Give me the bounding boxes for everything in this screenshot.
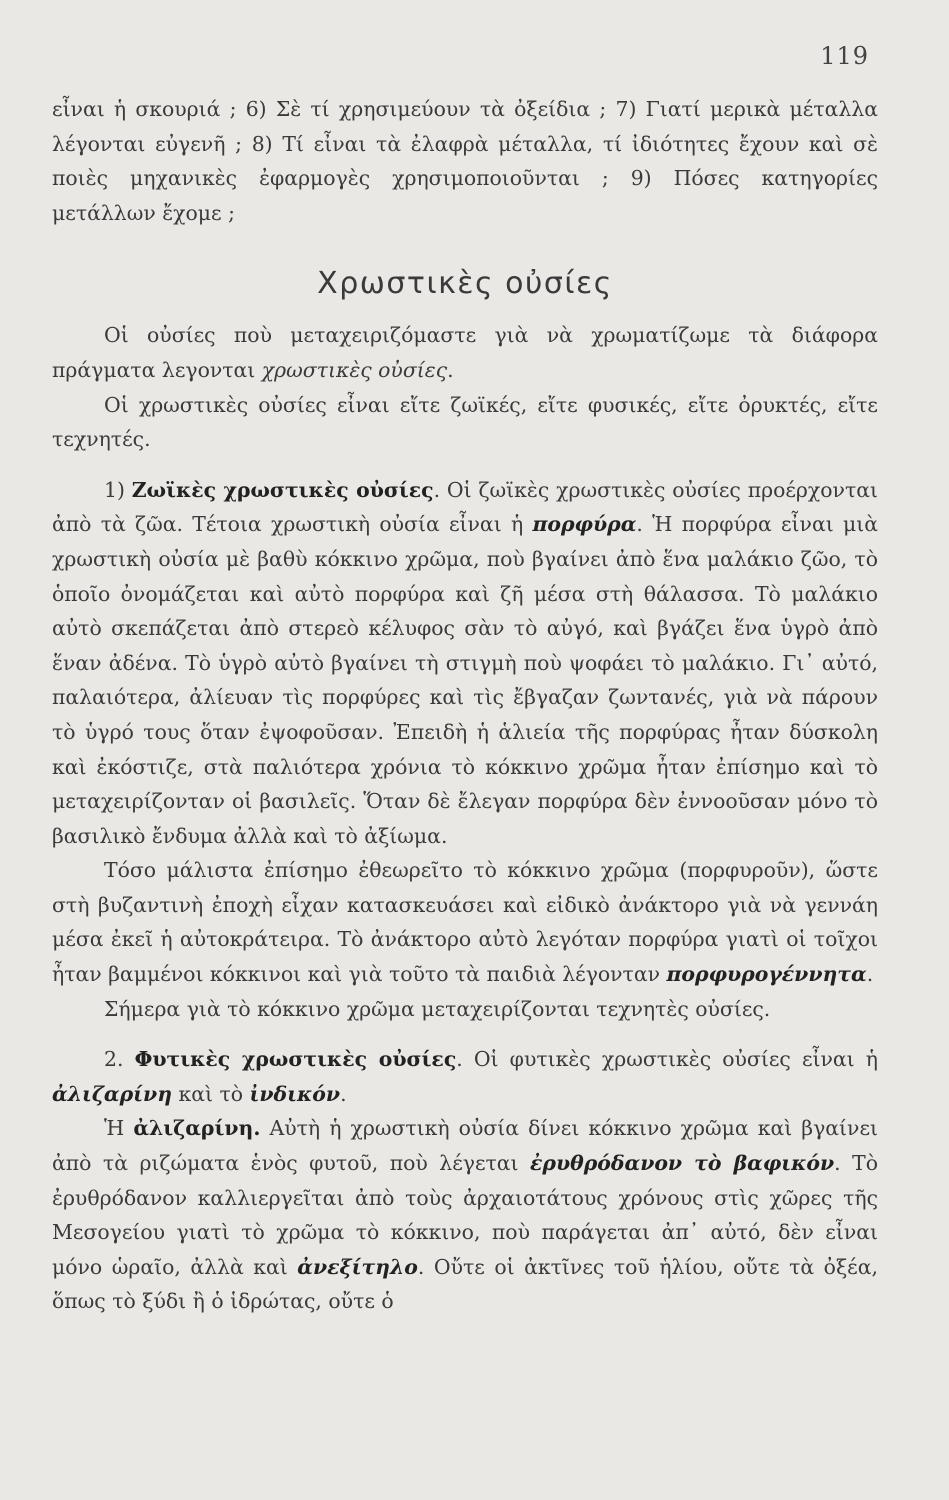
alizarin-text-end: . Οὔτε οἱ ἀκτῖνες τοῦ ἡλίου, οὔτε τὰ ὀξέα, ὅπως τὸ ξύδι ἢ ὁ ἱδρώτας, οὔτε ὁ (52, 1254, 878, 1314)
alizarin-text: Αὐτὴ ἡ χρωστικὴ οὐσία δίνει κόκκινο χρῶμα καὶ βγαίνει ἀπὸ τὰ ριζώματα ἑνὸς φυτοῦ, ποὺ λέγεται (52, 1116, 878, 1176)
section-2-paragraph-2 (52, 1111, 878, 1319)
page-number: 119 (820, 42, 869, 70)
section-1-text: . Οἱ ζωϊκὲς χρωστικὲς οὐσίες προέρχονται ἀπὸ τὰ ζῶα. Τέτοια χρωστικὴ οὐσία εἶναι ἡ (52, 477, 878, 537)
alizarin-fast-term: ἀνεξίτηλο (297, 1254, 418, 1279)
alizarin-text-cont: . Τὸ ἐρυθρόδανον καλλιεργεῖται ἀπὸ τοὺς ἀρχαιοτάτους χρόνους στὶς χῶρες τῆς Μεσογείου γιατὶ τὸ χρῶμα τὸ κόκκινο, ποὺ παράγεται ἀπ᾽ αὐτό, δὲν εἶναι μόνο ὡραῖο, ἀλλὰ καὶ (52, 1151, 879, 1279)
section-1-paragraph (52, 473, 878, 854)
section-1-paragraph-3: Σήμερα γιὰ τὸ κόκκινο χρῶμα μεταχειρίζονται τεχνητὲς οὐσίες. (104, 996, 771, 1021)
section-heading: Χρωστικὲς οὐσίες (317, 266, 613, 302)
section-1-term: πορφύρα (532, 512, 637, 537)
section-1-p2-text: Τόσο μάλιστα ἐπίσημο ἐθεωρεῖτο τὸ κόκκινο χρῶμα (πορφυροῦν), ὥστε στὴ βυζαντινὴ ἐποχὴ εἶχαν κατασκευάσει καὶ εἰδικὸ ἀνάκτορο γιὰ νὰ γεννάη μέσα ἐκεῖ ἡ αὐτοκράτειρα. Τὸ ἀνάκτορο αὐτὸ λεγόταν πορφύρα γιατὶ οἱ τοῖχοι ἦταν βαμμένοι κόκκινοι καὶ γιὰ τοῦτο τὰ παιδιὰ λέγονταν (52, 858, 878, 987)
section-2-number: 2. (104, 1047, 135, 1072)
alizarin-title: ἀλιζαρίνη. (133, 1116, 261, 1141)
section-2-title: Φυτικὲς χρωστικὲς οὐσίες (134, 1047, 457, 1072)
section-1-text-cont: . Ἡ πορφύρα εἶναι μιὰ χρωστικὴ οὐσία μὲ βαθὺ κόκκινο χρῶμα, ποὺ βγαίνει ἀπὸ ἕνα μαλάκιο ζῶο, τὸ ὁποῖο ὀνομάζεται καὶ αὐτὸ πορφύρα καὶ ζῆ μέσα στὴ θάλασσα. Τὸ μαλάκιο αὐτὸ σκεπάζεται ἀπὸ στερεὸ κέλυφος σὰν τὸ αὐγό, καὶ βγάζει ἕνα ὑγρὸ ἀπὸ ἕναν ἀδένα. Τὸ ὑγρὸ αὐτὸ βγαίνει τὴ στιγμὴ ποὺ ψοφάει τὸ μαλάκιο. Γι᾽ αὐτό, παλαιότερα, ἀλίευαν τὶς πορφύρες καὶ τὶς ἔβγαζαν ζωντανές, γιὰ νὰ πάρουν τὸ ὑγρό τους ὅταν ἐψοφοῦσαν. Ἐπειδὴ ἡ ἁλιεία τῆς πορφύρας ἦταν δύσκολη καὶ ἐκόστιζε, στὰ παλιότερα χρόνια τὸ κόκκινο χρῶμα ἦταν ἐπίσημο καὶ τὸ μεταχειρίζονταν οἱ βασιλεῖς. Ὅταν δὲ ἔλεγαν πορφύρα δὲν ἐννοοῦσαν μόνο τὸ βασιλικὸ ἔνδυμα ἀλλὰ καὶ τὸ ἀξίωμα. (52, 512, 878, 848)
review-questions-paragraph: εἶναι ἡ σκουριά ; 6) Σὲ τί χρησιμεύουν τὰ ὀξείδια ; 7) Γιατί μερικὰ μέταλλα λέγονται εὐγενῆ ; 8) Τί εἶναι τὰ ἐλαφρὰ μέταλλα, τί ἰδιότητες ἔχουν καὶ σὲ ποιὲς μηχανικὲς ἐφαρμογὲς χρησιμοποιοῦνται ; 9) Πόσες κατηγορίες μετάλλων ἔχομε ; (52, 97, 878, 225)
intro-text: Οἱ οὐσίες ποὺ μεταχειριζόμαστε γιὰ νὰ χρωματίζωμε τὰ διάφορα πράγματα λεγονται (52, 323, 878, 382)
section-2-text-end: . (340, 1081, 347, 1106)
body-text (52, 92, 878, 1319)
alizarin-lead: Ἡ (104, 1116, 134, 1141)
section-1-p2-end: . (866, 962, 874, 987)
section-2-text-and: καὶ τὸ (172, 1081, 250, 1106)
section-1-paragraph-2 (52, 853, 878, 991)
intro-paragraph-1 (52, 318, 878, 387)
intro-text-end: . (447, 357, 454, 382)
section-1-title: Ζωϊκὲς χρωστικὲς οὐσίες (131, 477, 434, 502)
section-2-text: . Οἱ φυτικὲς χρωστικὲς οὐσίες εἶναι ἡ (456, 1047, 879, 1072)
section-2-term-indigo: ἰνδικόν (249, 1081, 341, 1106)
section-2-paragraph (52, 1042, 878, 1111)
intro-term: χρωστικὲς οὐσίες (261, 357, 448, 382)
section-1-p2-term: πορφυρογέννητα (666, 962, 867, 987)
intro-paragraph-2: Οἱ χρωστικὲς οὐσίες εἶναι εἴτε ζωϊκές, εἴτε φυσικές, εἴτε ὀρυκτές, εἴτε τεχνητές. (52, 392, 878, 452)
section-1-number: 1) (104, 477, 132, 502)
alizarin-plant-term: ἐρυθρόδανον τὸ βαφικόν (530, 1151, 835, 1176)
section-2-term-alizarin: ἀλιζαρίνη (52, 1081, 173, 1106)
